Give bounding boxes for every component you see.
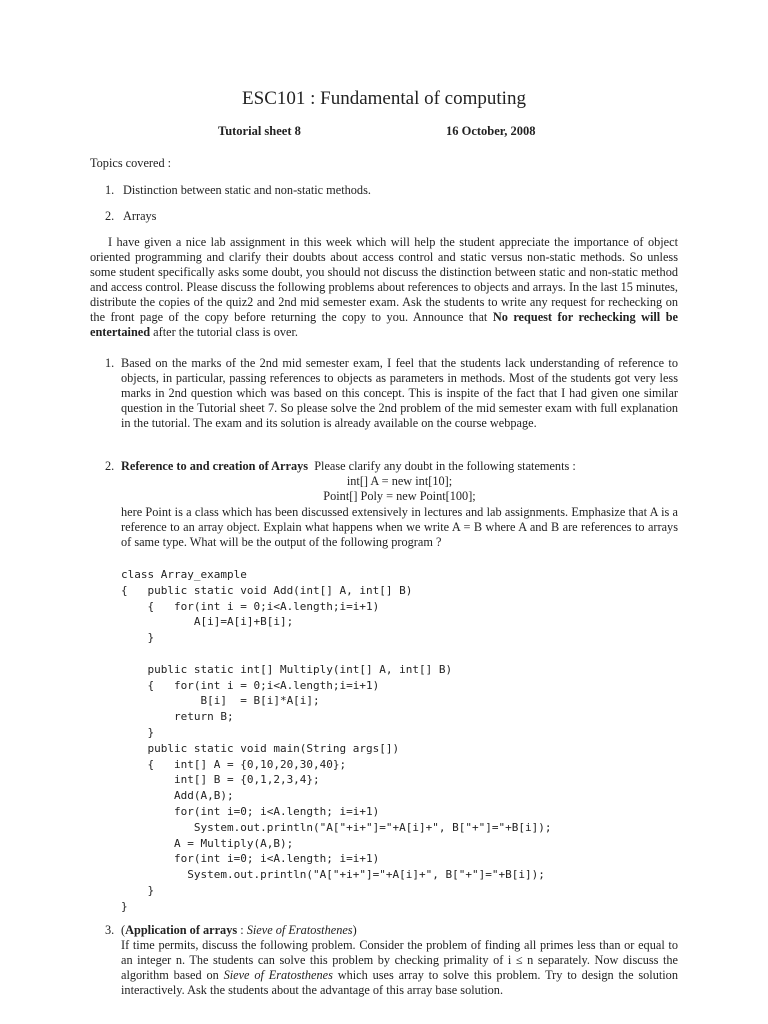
code-line: class Array_example xyxy=(121,568,247,581)
code-line: { int[] A = {0,10,20,30,40}; xyxy=(121,757,347,771)
code-line: } xyxy=(121,631,155,645)
code-line: public static void main(String args[]) xyxy=(121,741,400,755)
code-line: Add(A,B); xyxy=(121,789,234,803)
question-2-text: here Point is a class which has been discussed extensively in lectures and lab assignments. Emphasize that A is a reference to an array object. Explain what happens when we write A = B where A and B are references to arrays of same type. What will be the output of the following program ? xyxy=(121,505,678,549)
question-3-sieve-ref: Sieve of Eratosthenes xyxy=(223,968,333,982)
topic-item xyxy=(105,209,156,224)
code-line: { for(int i = 0;i<A.length;i=i+1) xyxy=(121,599,380,613)
document-title: ESC101 : Fundamental of computing xyxy=(242,88,526,109)
code-line: for(int i=0; i<A.length; i=i+1) xyxy=(121,852,380,866)
topic-number: 1. xyxy=(105,183,115,197)
code-line: B[i] = B[i]*A[i]; xyxy=(121,694,320,708)
statement-point-array: Point[] Poly = new Point[100]; xyxy=(323,489,476,503)
question-3-text-1: If time permits, discuss the following problem. Consider the problem of finding all primes less than or equal to an integer n. The students can solve this problem by checking primality of i ≤ n separately. Now discuss the algorithm based on xyxy=(121,938,678,982)
code-line: System.out.println("A["+i+"]="+A[i]+", B["+"]="+B[i]); xyxy=(121,820,552,834)
question-number: 3. xyxy=(105,923,115,937)
question-3-text xyxy=(121,938,678,998)
code-line: { public static void Add(int[] A, int[] B) xyxy=(121,583,413,597)
question-3-heading-line: (Application of arrays : Sieve of Eratosthenes) xyxy=(121,923,357,937)
topic-text: Arrays xyxy=(123,209,157,223)
statement-int-array: int[] A = new int[10]; xyxy=(346,474,453,488)
code-line: } xyxy=(121,899,128,913)
question-3-separator: : xyxy=(237,923,247,937)
question-2-lead-text: Please clarify any doubt in the following statements : xyxy=(314,459,576,473)
document-date: 16 October, 2008 xyxy=(446,124,536,138)
question-2-heading: Reference to and creation of Arrays xyxy=(121,459,309,473)
topic-number: 2. xyxy=(105,209,115,223)
question-number: 2. xyxy=(105,459,115,473)
code-block xyxy=(121,567,551,915)
code-line: public static int[] Multiply(int[] A, int[] B) xyxy=(121,662,453,676)
code-line: { for(int i = 0;i<A.length;i=i+1) xyxy=(121,678,380,692)
code-line: A = Multiply(A,B); xyxy=(121,836,294,850)
tutorial-sheet-label: Tutorial sheet 8 xyxy=(218,124,301,138)
intro-bold-notice: No request for rechecking will be entertained xyxy=(90,310,679,339)
code-line: return B; xyxy=(121,710,234,724)
code-line: int[] B = {0,1,2,3,4}; xyxy=(121,773,320,787)
code-line: for(int i=0; i<A.length; i=i+1) xyxy=(121,804,380,818)
question-number: 1. xyxy=(105,356,115,370)
code-line: A[i]=A[i]+B[i]; xyxy=(121,615,294,629)
intro-tail: after the tutorial class is over. xyxy=(150,325,298,339)
question-1-text: Based on the marks of the 2nd mid semester exam, I feel that the students lack understanding of reference to objects, in particular, passing references to objects as parameters in methods. Most of the students got very less marks in 2nd question which was based on this concept. This is inspite of the fact that I had given one similar question in the Tutorial sheet 7. So please solve the 2nd problem of the mid semester exam with full explanation in the tutorial. The exam and its solution is already available on the course webpage. xyxy=(121,356,678,430)
question-3-text-2: which uses array to solve this problem. Try to design the solution interactively. Ask the students about the advantage of this array base solution. xyxy=(121,968,678,997)
code-line: } xyxy=(121,883,155,897)
topics-label: Topics covered : xyxy=(90,156,172,170)
intro-text: I have given a nice lab assignment in this week which will help the student appreciate the importance of object oriented programming and clarify their doubts about access control and static versus non-static methods. So unless some student specifically asks some doubt, you should not discuss the distinction between static and non-static method and access control. Please discuss the following problems about references to objects and arrays. In the last 15 minutes, distribute the copies of the quiz2 and 2nd mid semester exam. Ask the students to write any request for rechecking on the front page of the copy before returning the copy to you. Announce that xyxy=(90,235,678,324)
intro-paragraph xyxy=(90,235,678,340)
question-3-heading: Application of arrays xyxy=(125,923,238,937)
code-line: System.out.println("A["+i+"]="+A[i]+", B["+"]="+B[i]); xyxy=(121,868,545,882)
topic-item xyxy=(105,183,371,198)
question-2-lead xyxy=(121,459,678,474)
code-line: } xyxy=(121,725,155,739)
topic-text: Distinction between static and non-static methods. xyxy=(123,183,371,197)
code-line xyxy=(121,646,551,662)
question-3-subheading: Sieve of Eratosthenes xyxy=(246,923,353,937)
